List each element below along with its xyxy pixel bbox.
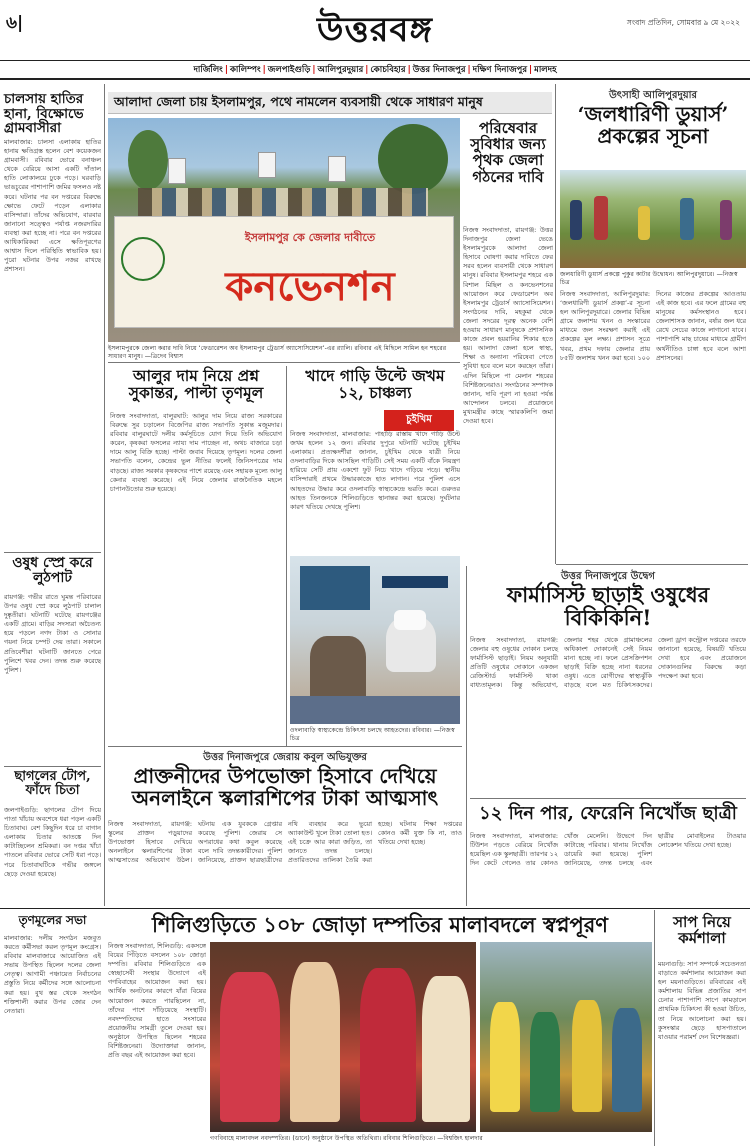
wedding-headline: শিলিগুড়িতে ১০৮ জোড়া দম্পতির মালাবদলে স্বপ্নপূরণ — [152, 912, 608, 937]
caption-text: জলধারিণী ডুয়ার্স প্রকল্পে পুকুর কাটার উদ্বোধন। আলিপুরদুয়ারে। — [560, 271, 715, 278]
missing-headline: ১২ দিন পার, ফেরেনি নিখোঁজ ছাত্রী — [479, 803, 737, 824]
nav-item[interactable]: দার্জিলিং — [193, 64, 223, 75]
nav-item[interactable]: দক্ষিণ দিনাজপুর — [472, 64, 527, 75]
leopard-headline: ছাগলের টোপ, ফাঁদে চিতা — [14, 769, 91, 799]
dateline: সংবাদ প্রতিদিন, সোমবার ৯ মে ২০২২ — [626, 18, 740, 27]
potato-body: নিজস্ব সংবাদদাতা, বালুরঘাট: আলুর দাম নিয়ে রাজ্য সরকারের বিরুদ্ধে সুর চড়ালেন বিজেপির রাজ্য সভাপতি সুকান্ত মজুমদার। রবিবার বালুরঘাটে দলীয় কর্মসূচিতে যোগ দিয়ে তিনি অভিযোগ করেন, কৃষকরা ফসলের ন্যায্য দাম পাচ্ছেন না, অথচ বাজারে চড়া দামে আলু বিক্রি হচ্ছে। পাল্টা জবাব দিয়েছে তৃণমূল। দলের জেলা সভাপতি বলেন, কেন্দ্রের ভুল নীতির ফলেই জিনিসপত্রের দাম বাড়ছে। রাজ্য সরকার কৃষকদের পাশে রয়েছে এবং সহায়ক মূল্যে আলু কেনার ব্যবস্থা করেছে। এই নিয়ে জেলার রাজনৈতিক মহলে চাপানউতোর শুরু হয়েছে। — [110, 412, 282, 493]
scholarship-body: নিজস্ব সংবাদদাতা, রায়গঞ্জ: স্কুলের প্রাক্তন পড়ুয়াদের উপভোক্তা হিসাবে দেখিয়ে অনলাইনে স্কলারশিপের টাকা আত্মসাতের অভিযোগ উঠল। ঘটনায় এক যুবককে গ্রেপ্তার করেছে পুলিশ। জেরায় সে অপরাধের কথা কবুল করেছে বলে দাবি তদন্তকারীদের। পুলিশ জানিয়েছে, প্রাক্তন ছাত্রছাত্রীদের নথি ব্যবহার করে ভুয়ো অ্যাকাউন্ট খুলে টাকা তোলা হত। এই চক্রে আর কারা জড়িত, তা জানতে তদন্ত চলছে। প্রতারিতদের তালিকা তৈরি করা হচ্ছে। ঘটনায় শিক্ষা দপ্তরের কোনও কর্মী যুক্ত কি না, তাও খতিয়ে দেখা হচ্ছে। — [108, 820, 462, 865]
leopard-body: জলপাইগুড়ি: ছাগলের টোপ দিয়ে পাতা খাঁচায় অবশেষে ধরা পড়ল একটি চিতাবাঘ। বেশ কিছুদিন ধরে চা বাগান এলাকায় চিতার আতঙ্কে দিন কাটাচ্ছিলেন শ্রমিকরা। বন দপ্তর খাঁচা পাতলে রবিবার ভোরে সেটি ধরা পড়ে। পরে চিতাবাঘটিকে গভীর জঙ্গলে ছেড়ে দেওয়া হয়েছে। — [4, 806, 101, 878]
spray-body: রায়গঞ্জ: গভীর রাতে ঘুমন্ত পরিবারের উপর ওষুধ স্প্রে করে লুঠপাট চালাল দুষ্কৃতীরা। ঘটনাটি ঘটেছে রায়গঞ্জের একটি গ্রামে। বাড়ির সদস্যরা অচৈতন্য হয়ে পড়লে নগদ টাকা ও সোনার গয়না নিয়ে চম্পট দেয় তারা। সকালে প্রতিবেশীরা ঘটনাটি জানতে পেরে পুলিশে খবর দেন। তদন্ত শুরু করেছে পুলিশ। — [4, 593, 101, 674]
pond-caption — [560, 271, 746, 287]
truck-headline: খাদে গাড়ি উল্টে জখম ১২, চাঞ্চল্য — [305, 366, 445, 402]
nav-item[interactable]: জলপাইগুড়ি — [267, 64, 311, 75]
dooars-headline: ‘জলধারিণী ডুয়ার্স’ প্রকল্পের সূচনা — [577, 102, 729, 148]
scholarship-headline: প্রাক্তনীদের উপভোক্তা হিসাবে দেখিয়ে অনলাইনে স্কলারশিপের টাকা আত্মসাৎ — [131, 764, 439, 810]
photo-credit: —বিশ্বজিৎ হালদার — [437, 1135, 483, 1142]
rally-photo — [108, 118, 460, 342]
district-headline: পরিষেবার সুবিধার জন্য পৃথক জেলা গঠনের দাবি — [470, 119, 546, 186]
elephant-headline: চালসায় হাতির হানা, বিক্ষোভে গ্রামবাসীরা — [4, 91, 84, 137]
nav-item[interactable]: মালদহ — [534, 64, 557, 75]
caption-text: ওদলাবাড়ি স্বাস্থ্যকেন্দ্রে চিকিৎসা চলছে আহতদের। রবিবার। — [290, 727, 432, 734]
caption-text: ইসলামপুরকে জেলা করার দাবি নিয়ে ‘ফেডারেশন অব ইসলামপুর ট্রেডার্স অ্যাসোসিয়েশন’-এর র‌্যালি। রবিবার এই মিছিলে সামিল হন শহরের সাধারণ মানুষ। — [108, 345, 447, 361]
district-nav: দার্জিলিং | কালিম্পং | জলপাইগুড়ি | আলিপুরদুয়ার | কোচবিহার | উত্তর দিনাজপুর | দক্ষিণ দিনাজপুর | মালদহ — [0, 60, 750, 80]
dooars-body: নিজস্ব সংবাদদাতা, আলিপুরদুয়ার: ‘জলধারিণী ডুয়ার্স প্রকল্প’-র সূচনা হল আলিপুরদুয়ারে। জেলার বিভিন্ন গ্রামে জলাশয় খনন ও সংস্কারের মাধ্যমে জল সংরক্ষণ করাই এই প্রকল্পের মূল লক্ষ্য। প্রশাসন সূত্রে খবর, প্রথম দফায় জেলার প্রায় ৮৫টি জলাশয় খনন করা হবে। ১০০ দিনের কাজের প্রকল্পের আওতায় এই কাজ হবে। এর ফলে গ্রামের বহু মানুষের কর্মসংস্থানও হবে। জেলাশাসক জানান, বর্ষার জল ধরে রেখে সেচের কাজে লাগানো যাবে। পাশাপাশি মাছ চাষের মাধ্যমে গ্রামীণ অর্থনীতিও চাঙ্গা হবে বলে আশা প্রশাসনের। — [560, 290, 746, 362]
scholarship-kicker: উত্তর দিনাজপুরে জেরায় কবুল অভিযুক্তর — [203, 752, 367, 763]
tmc-body: মালবাজার: দলীয় সংগঠন মজবুত করতে কর্মীসভা করল তৃণমূল কংগ্রেস। রবিবার মালবাজারে আয়োজিত এই সভায় উপস্থিত ছিলেন দলের জেলা নেতৃত্ব। আগামী পঞ্চায়েত নির্বাচনের প্রস্তুতি নিয়ে কর্মীদের সঙ্গে আলোচনা করা হয়। বুথ স্তর থেকে সংগঠন শক্তিশালী করার উপর জোর দেন নেতারা। — [4, 934, 101, 1015]
snake-body: ময়নাগুড়ি: সাপ সম্পর্কে সচেতনতা বাড়াতে কর্মশালার আয়োজন করা হল ময়নাগুড়িতে। রবিবারের এই কর্মশালায় বিভিন্ন প্রজাতির সাপ চেনার পাশাপাশি সাপে কামড়ালে প্রাথমিক চিকিৎসা কী হওয়া উচিত, তা নিয়ে আলোচনা করা হয়। কুসংস্কার ছেড়ে হাসপাতালে যাওয়ার পরামর্শ দেন বিশেষজ্ঞরা। — [658, 960, 746, 1041]
banner-main-text: কনভেনশন — [225, 263, 395, 310]
photo-credit: —নিজস্ব চিত্র — [560, 271, 738, 287]
pharmacist-kicker: উত্তর দিনাজপুরে উদ্বেগ — [561, 571, 655, 582]
hospital-caption — [290, 727, 460, 743]
hospital-photo — [290, 556, 460, 724]
truck-body: নিজস্ব সংবাদদাতা, মালবাজার: পাহাড়ি রাস্তায় খাদে গাড়ি উল্টে জখম হলেন ১২ জন। রবিবার দুপুরে ঘটনাটি ঘটেছে চুইখিম এলাকায়। প্রত্যক্ষদর্শীরা জানান, চুইখিম থেকে যাত্রী নিয়ে ওদলাবাড়ির দিকে আসছিল গাড়িটি। সেই সময় একটি বাঁকে নিয়ন্ত্রণ হারিয়ে সেটি প্রায় একশো ফুট নিচে খাদে গড়িয়ে পড়ে। স্থানীয় বাসিন্দারাই প্রথমে উদ্ধারকাজে হাত লাগান। পরে পুলিশ এসে আহতদের উদ্ধার করে ওদলাবাড়ি স্বাস্থ্যকেন্দ্রে ভরতি করে। গুরুতর আহত তিনজনকে শিলিগুড়িতে স্থানান্তর করা হয়েছে। দুর্ঘটনার কারণ খতিয়ে দেখছে পুলিশ। — [290, 430, 460, 511]
nav-item[interactable]: আলিপুরদুয়ার — [317, 64, 364, 75]
district-body: নিজস্ব সংবাদদাতা, রায়গঞ্জ: উত্তর দিনাজপুর জেলা ভেঙে ইসলামপুরকে আলাদা জেলা হিসাবে ঘোষণা করার দাবিতে ফের সরব হলেন ব্যবসায়ী থেকে সাধারণ মানুষ। রবিবার ইসলামপুর শহরে এক বিশাল মিছিল ও কনভেনশনের আয়োজন করে ফেডারেশন অব ইসলামপুর ট্রেডার্স অ্যাসোসিয়েশন। সংগঠনের দাবি, মহকুমা থেকে জেলা সদরের দূরত্ব অনেক বেশি হওয়ায় সাধারণ মানুষকে প্রশাসনিক কাজে প্রবল হয়রানির শিকার হতে হয়। আলাদা জেলা হলে স্বাস্থ্য, শিক্ষা ও অন্যান্য পরিষেবা পেতে সুবিধা হবে বলে মনে করছেন তাঁরা। এদিন মিছিলে পা মেলান শহরের বিশিষ্টজনেরাও। সংগঠনের সম্পাদক জানান, দাবি পূরণ না হওয়া পর্যন্ত আন্দোলন চলবে। প্রয়োজনে মুখ্যমন্ত্রীর কাছে স্মারকলিপি জমা দেওয়া হবে। — [463, 226, 553, 425]
caption-text: গণবিবাহে মালাবদল নবদম্পতির। (ডানে) অনুষ্ঠানে উপস্থিত অতিথিরা। রবিবার শিলিগুড়িতে। — [210, 1135, 436, 1142]
nav-item[interactable]: উত্তর দিনাজপুর — [412, 64, 466, 75]
location-tag: চুইখিম — [384, 410, 454, 431]
section-title: উত্তরবঙ্গ — [317, 10, 433, 50]
pharmacist-body: নিজস্ব সংবাদদাতা, রায়গঞ্জ: জেলার বহু ওষুধের দোকান চলছে ফার্মাসিস্ট ছাড়াই। নিয়ম অনুযায়ী প্রতিটি ওষুধের দোকানে একজন রেজিস্টার্ড ফার্মাসিস্ট থাকা বাধ্যতামূলক। কিন্তু অভিযোগ, জেলার শহর থেকে গ্রামাঞ্চলের অধিকাংশ দোকানেই সেই নিয়ম মানা হচ্ছে না। ফলে প্রেসক্রিপশন ছাড়াই বিক্রি হচ্ছে নানা ধরনের ওষুধ। এতে রোগীদের স্বাস্থ্যঝুঁকি বাড়ছে বলে মত চিকিৎসকদের। জেলা ড্রাগ কন্ট্রোল দপ্তরের তরফে জানানো হয়েছে, বিষয়টি খতিয়ে দেখা হবে এবং প্রয়োজনে দোকানগুলির বিরুদ্ধে কড়া পদক্ষেপ করা হবে। — [470, 636, 746, 690]
wedding-caption — [210, 1135, 652, 1143]
missing-body: নিজস্ব সংবাদদাতা, মালবাজার: টিউশন পড়তে বেরিয়ে নিখোঁজ হয়েছিল এক স্কুলছাত্রী। তারপর ১২ দিন কেটে গেলেও তার কোনও খোঁজ মেলেনি। উদ্বেগে দিন কাটাচ্ছে পরিবার। থানায় নিখোঁজ ডায়েরি করা হয়েছে। পুলিশ জানিয়েছে, তদন্ত চলছে এবং ছাত্রীর মোবাইলের টাওয়ার লোকেশন খতিয়ে দেখা হচ্ছে। — [470, 832, 746, 868]
page-number: ৬| — [6, 13, 24, 33]
pond-photo — [560, 170, 746, 268]
district-banner: আলাদা জেলা চায় ইসলামপুর, পথে নামলেন ব্যবসায়ী থেকে সাধারণ মানুষ — [108, 92, 552, 114]
convention-banner — [114, 216, 454, 328]
banner-subtitle: ইসলামপুর কে জেলার দাবীতে — [244, 231, 376, 244]
spray-headline: ওষুধ স্প্রে করে লুঠপাট — [12, 555, 93, 587]
dooars-kicker: উৎসাহী আলিপুরদুয়ার — [608, 90, 698, 101]
potato-headline: আলুর দাম নিয়ে প্রশ্ন সুকান্তর, পাল্টা তৃণমূল — [128, 366, 264, 402]
snake-headline: সাপ নিয়ে কর্মশালা — [673, 913, 731, 948]
elephant-body: মালবাজার: চালসা এলাকায় হাতির হানায় ক্ষতিগ্রস্ত হলেন বেশ কয়েকজন গ্রামবাসী। রবিবার ভোরে বনাঞ্চল থেকে বেরিয়ে আসা একটি দাঁতাল হাতি লোকালয়ে ঢুকে পড়ে। ঘরবাড়ি ভাঙচুরের পাশাপাশি জমির ফসলও নষ্ট করে। ঘটনার পর বন দপ্তরের বিরুদ্ধে ক্ষোভে ফেটে পড়েন এলাকার বাসিন্দারা। তাঁদের অভিযোগ, বারবার জানানো সত্ত্বেও পর্যাপ্ত নজরদারির ব্যবস্থা করা হচ্ছে না। পরে বন দপ্তরের আধিকারিকরা এসে ক্ষতিপূরণের আশ্বাস দিলে পরিস্থিতি স্বাভাবিক হয়। পুরো ঘটনার উপর নজর রাখছে প্রশাসন। — [4, 138, 101, 274]
photo-credit: —নিজস্ব চিত্র — [290, 727, 455, 743]
wedding-body: নিজস্ব সংবাদদাতা, শিলিগুড়ি: একসঙ্গে বিয়ের পিঁড়িতে বসলেন ১০৮ জোড়া দম্পতি। রবিবার শিলিগুড়িতে এক স্বেচ্ছাসেবী সংস্থার উদ্যোগে এই গণবিবাহের আয়োজন করা হয়। আর্থিক অনটনের কারণে যাঁরা বিয়ের আয়োজন করতে পারছিলেন না, তাঁদের পাশে দাঁড়িয়েছে সংস্থাটি। নবদম্পতিদের হাতে সংসারের প্রয়োজনীয় সামগ্রী তুলে দেওয়া হয়। অনুষ্ঠানে উপস্থিত ছিলেন শহরের বিশিষ্টজনেরা। উদ্যোক্তারা জানান, প্রতি বছর এই আয়োজন করা হবে। — [108, 942, 206, 1060]
pharmacist-headline: ফার্মাসিস্ট ছাড়াই ওষুধের বিকিকিনি! — [506, 582, 710, 630]
photo-credit: —ত্রিদেব বিশ্বাস — [144, 353, 184, 361]
nav-item[interactable]: কোচবিহার — [370, 64, 406, 75]
wedding-photo-guests — [480, 942, 652, 1132]
tmc-headline: তৃণমূলের সভা — [18, 913, 87, 927]
rally-caption — [108, 345, 460, 361]
nav-item[interactable]: কালিম্পং — [229, 64, 261, 75]
wedding-photo-couples — [210, 942, 476, 1132]
